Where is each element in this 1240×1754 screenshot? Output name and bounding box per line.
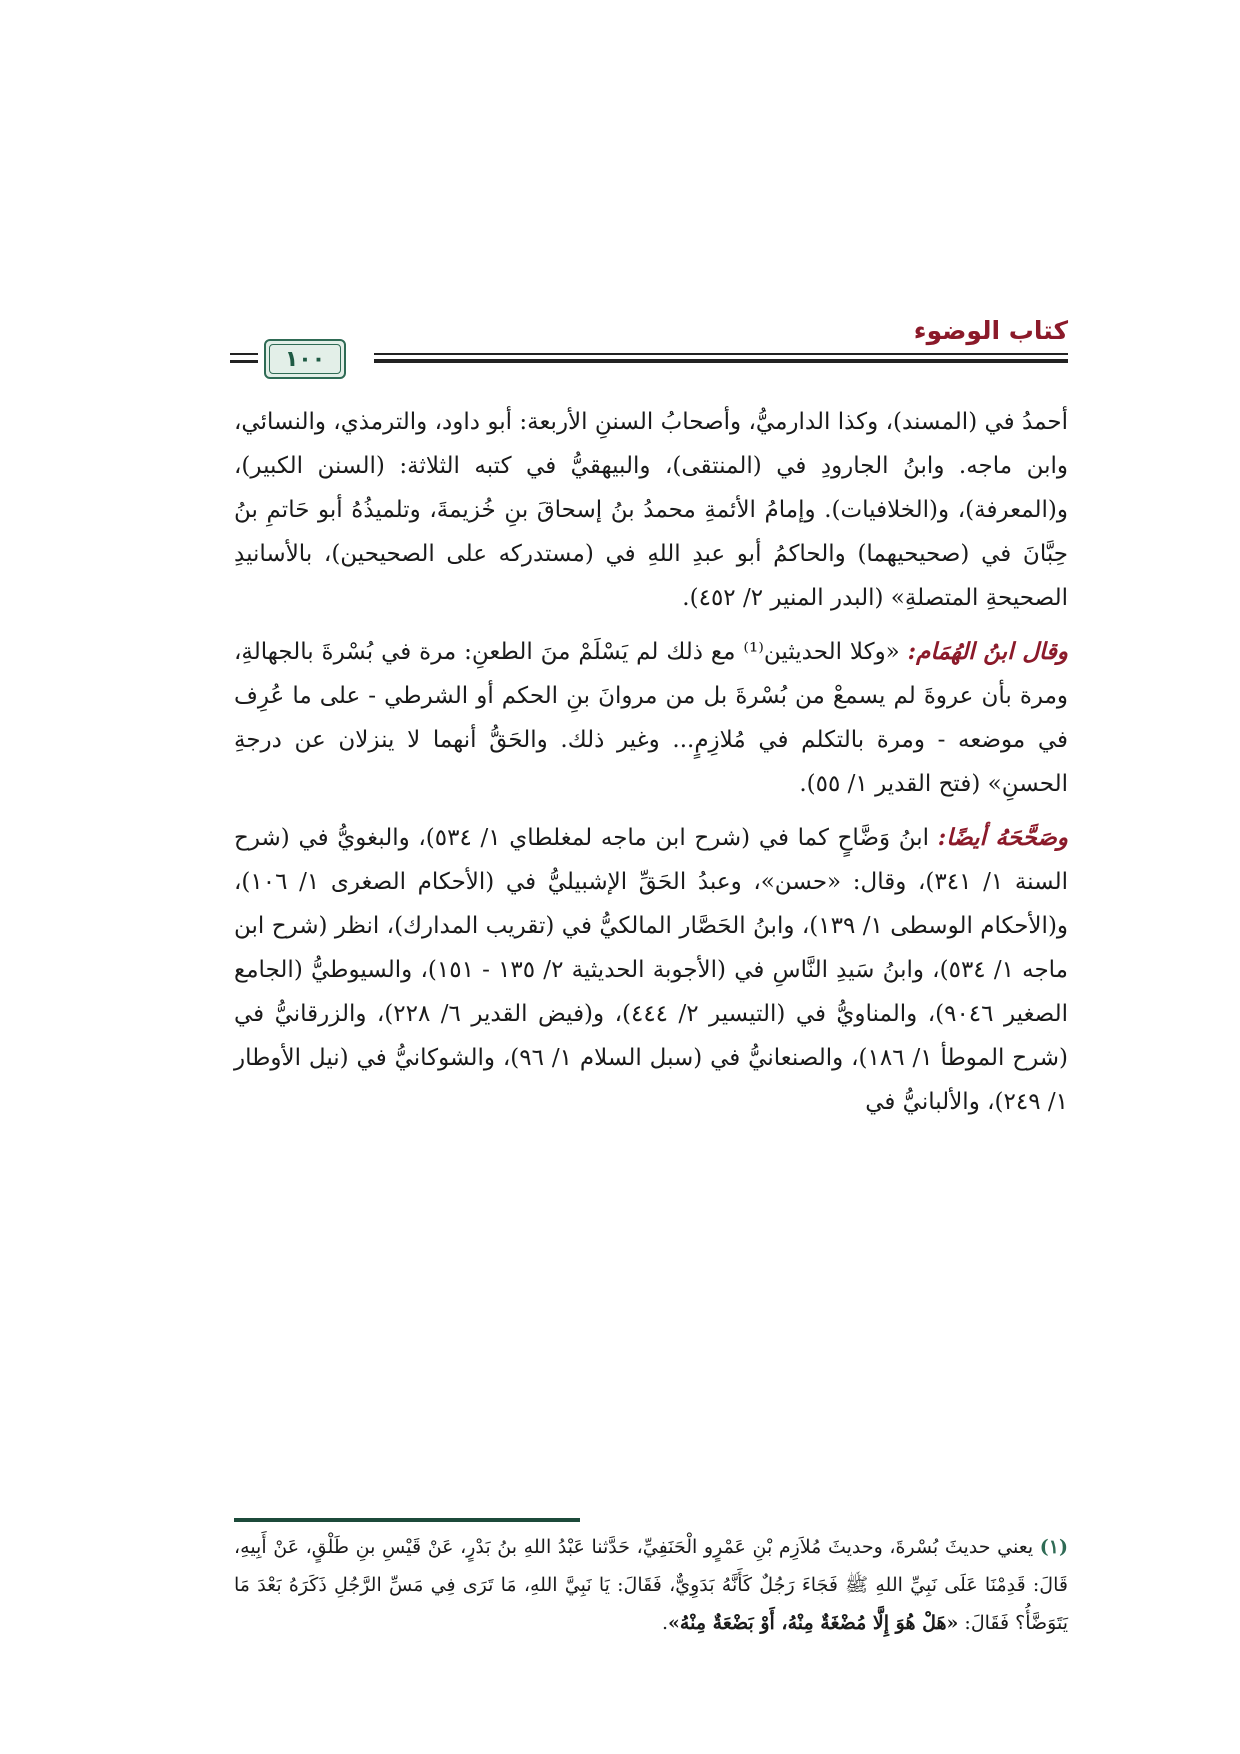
header-rule-left-top (230, 353, 258, 355)
paragraph-3-lead: وصَحَّحَهُ أيضًا: (937, 824, 1068, 851)
main-text (234, 400, 1068, 1134)
paragraph-2-text: «وكلا الحديثين⁽¹⁾ مع ذلك لم يَسْلَمْ منَ الطعنِ: مرة في بُسْرةَ بالجهالةِ، ومرة بأن عروةَ لم يسمعْ من بُسْرةَ بل من مروانَ بنِ الحكم أو الشرطي - على ما عُرِف في موضعه - ومرة بالتكلم في مُلازِمٍ... وغير ذلك. والحَقُّ أنهما لا ينزلان عن درجةِ الحسنِ» (فتح القدير ١/ ٥٥). (234, 639, 1068, 797)
header-rule-bottom (374, 359, 1068, 363)
header-rule-top (374, 353, 1068, 355)
page-header (230, 316, 1068, 382)
footnotes (234, 1528, 1068, 1642)
footnote-end: . (662, 1612, 669, 1634)
footnote-marker: (١) (1039, 1536, 1068, 1558)
page-number: ١٠٠ (284, 346, 326, 372)
paragraph-2-lead: وقال ابنُ الهُمَام: (907, 638, 1069, 665)
footnote-1 (234, 1528, 1068, 1642)
paragraph-3-text: ابنُ وَضَّاحٍ كما في (شرح ابن ماجه لمغلطاي ١/ ٥٣٤)، والبغويُّ في (شرح السنة ١/ ٣٤١)، وقال: «حسن»، وعبدُ الحَقِّ الإشبيليُّ في (الأحكام الصغرى ١/ ١٠٦)، و(الأحكام الوسطى ١/ ١٣٩)، وابنُ الحَصَّار المالكيُّ في (تقريب المدارك)، انظر (شرح ابن ماجه ١/ ٥٣٤)، وابنُ سَيدِ النَّاسِ في (الأجوبة الحديثية ٢/ ١٣٥ - ١٥١)، والسيوطيُّ (الجامع الصغير ٩٠٤٦)، والمناويُّ في (التيسير ٢/ ٤٤٤)، و(فيض القدير ٦/ ٢٢٨)، والزرقانيُّ في (شرح الموطأ ١/ ١٨٦)، والصنعانيُّ في (سبل السلام ١/ ٩٦)، والشوكانيُّ في (نيل الأوطار ١/ ٢٤٩)، والألبانيُّ في (234, 825, 1069, 1115)
page-number-badge (264, 339, 346, 379)
paragraph-1: أحمدُ في (المسند)، وكذا الدارميُّ، وأصحابُ السننِ الأربعة: أبو داود، والترمذي، والنسائي، وابن ماجه. وابنُ الجارودِ في (المنتقى)، والبيهقيُّ في كتبه الثلاثة: (السنن الكبير)، و(المعرفة)، و(الخلافيات). وإمامُ الأئمةِ محمدُ بنُ إسحاقَ بنِ خُزيمةَ، وتلميذُهُ أبو حَاتمِ بنُ حِبَّانَ في (صحيحيهما) والحاكمُ أبو عبدِ اللهِ في (مستدركه على الصحيحين)، بالأسانيدِ الصحيحةِ المتصلةِ» (البدر المنير ٢/ ٤٥٢). (234, 409, 1068, 611)
header-rule-left-bottom (230, 360, 258, 363)
footnote-hadith-quote: «هَلْ هُوَ إِلَّا مُضْغَةٌ مِنْهُ، أَوْ بَضْعَةٌ مِنْهُ» (668, 1612, 959, 1634)
paragraph-3 (234, 816, 1068, 1124)
footnote-separator (234, 1518, 580, 1522)
footnote-text: يعني حديثَ بُسْرةَ، وحديثَ مُلاَزِم بْنِ عَمْرٍو الْحَنَفِيِّ، حَدَّثنا عَبْدُ اللهِ بنُ بَدْرٍ، عَنْ قَيْسِ بنِ طَلْقٍ، عَنْ أَبِيهِ، قَالَ: قَدِمْنَا عَلَى نَبِيِّ اللهِ ﷺ فَجَاءَ رَجُلٌ كَأَنَّهُ بَدَوِيٌّ، فَقَالَ: يَا نَبِيَّ اللهِ، مَا تَرَى فِي مَسِّ الرَّجُلِ ذَكَرَهُ بَعْدَ مَا يَتَوَضَّأُ؟ فَقَالَ: (234, 1536, 1068, 1634)
running-title: كتاب الوضوء (913, 316, 1068, 345)
paragraph-2 (234, 630, 1068, 806)
